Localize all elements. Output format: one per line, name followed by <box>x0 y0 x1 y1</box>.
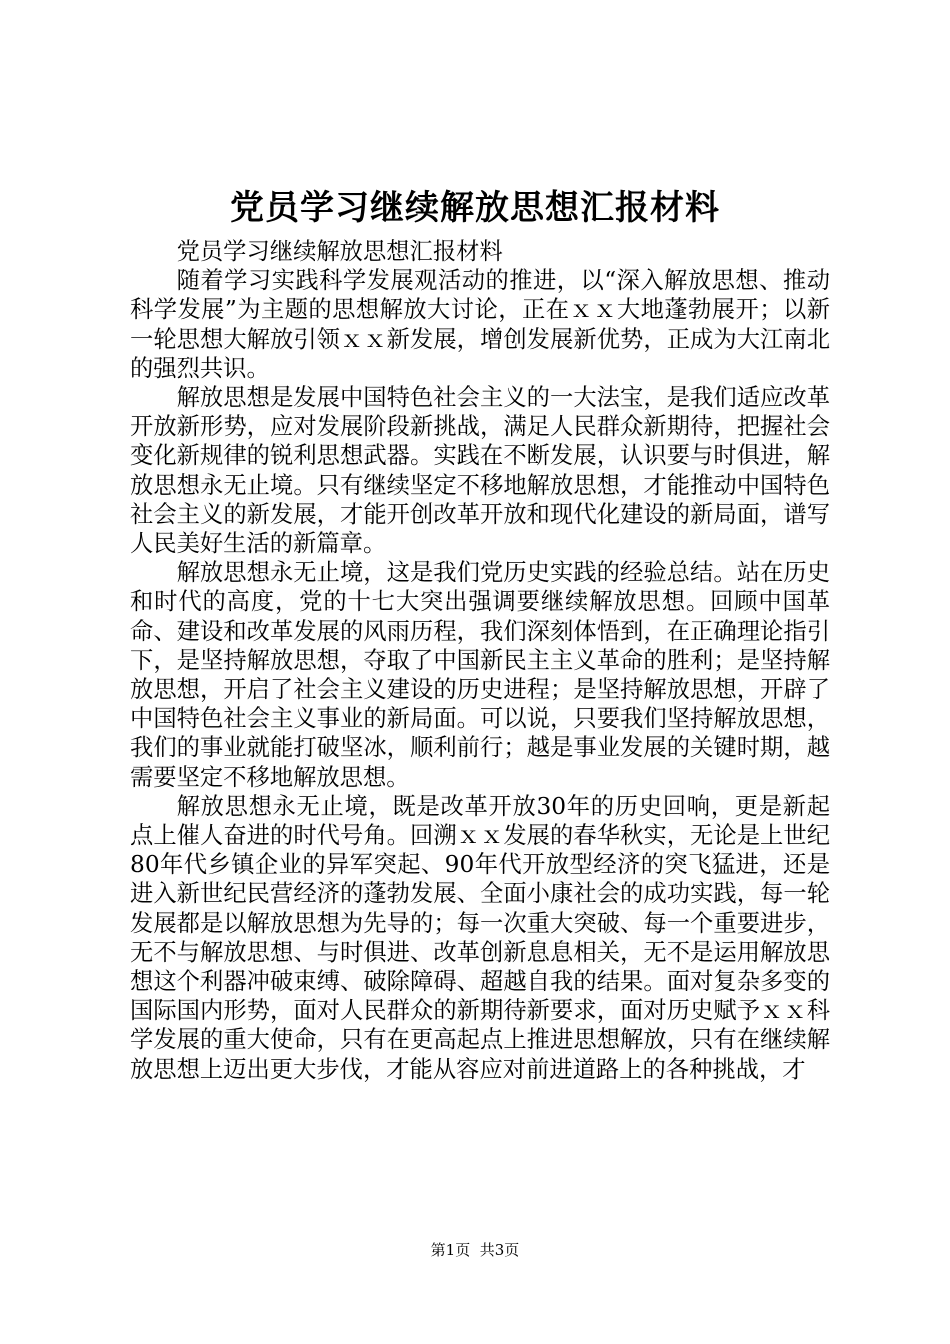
page-number: 第1页 <box>430 1241 471 1259</box>
paragraph: 随着学习实践科学发展观活动的推进，以“深入解放思想、推动科学发展”为主题的思想解放大讨论，正在ｘｘ大地蓬勃展开；以新一轮思想大解放引领ｘｘ新发展，增创发展新优势，正成为大江南北的强烈共识。 <box>130 267 830 382</box>
document-body <box>130 237 830 1084</box>
paragraph-subtitle: 党员学习继续解放思想汇报材料 <box>176 238 503 265</box>
document-title: 党员学习继续解放思想汇报材料 <box>230 188 720 228</box>
paragraph: 解放思想是发展中国特色社会主义的一大法宝，是我们适应改革开放新形势，应对发展阶段新挑战，满足人民群众新期待，把握社会变化新规律的锐利思想武器。实践在不断发展，认识要与时俱进，解放思想永无止境。只有继续坚定不移地解放思想，才能推动中国特色社会主义的新发展，才能开创改革开放和现代化建设的新局面，谱写人民美好生活的新篇章。 <box>130 384 830 558</box>
paragraph: 解放思想永无止境，这是我们党历史实践的经验总结。站在历史和时代的高度，党的十七大突出强调要继续解放思想。回顾中国革命、建设和改革发展的风雨历程，我们深刻体悟到，在正确理论指引下，是坚持解放思想，夺取了中国新民主主义革命的胜利；是坚持解放思想，开启了社会主义建设的历史进程；是坚持解放思想，开辟了中国特色社会主义事业的新局面。可以说，只要我们坚持解放思想，我们的事业就能打破坚冰，顺利前行；越是事业发展的关键时期，越需要坚定不移地解放思想。 <box>130 559 830 791</box>
paragraph: 解放思想永无止境，既是改革开放30年的历史回响，更是新起点上催人奋进的时代号角。回溯ｘｘ发展的春华秋实，无论是上世纪80年代乡镇企业的异军突起、90年代开放型经济的突飞猛进，还是进入新世纪民营经济的蓬勃发展、全面小康社会的成功实践，每一轮发展都是以解放思想为先导的；每一次重大突破、每一个重要进步，无不与解放思想、与时俱进、改革创新息息相关，无不是运用解放思想这个利器冲破束缚、破除障碍、超越自我的结果。面对复杂多变的国际国内形势，面对人民群众的新期待新要求，面对历史赋予ｘｘ科学发展的重大使命，只有在更高起点上推进思想解放，只有在继续解放思想上迈出更大步伐，才能从容应对前进道路上的各种挑战，才 <box>130 792 830 1083</box>
footer-spacer <box>470 1241 480 1259</box>
page-footer <box>0 1240 950 1260</box>
page-total: 共3页 <box>479 1241 520 1259</box>
